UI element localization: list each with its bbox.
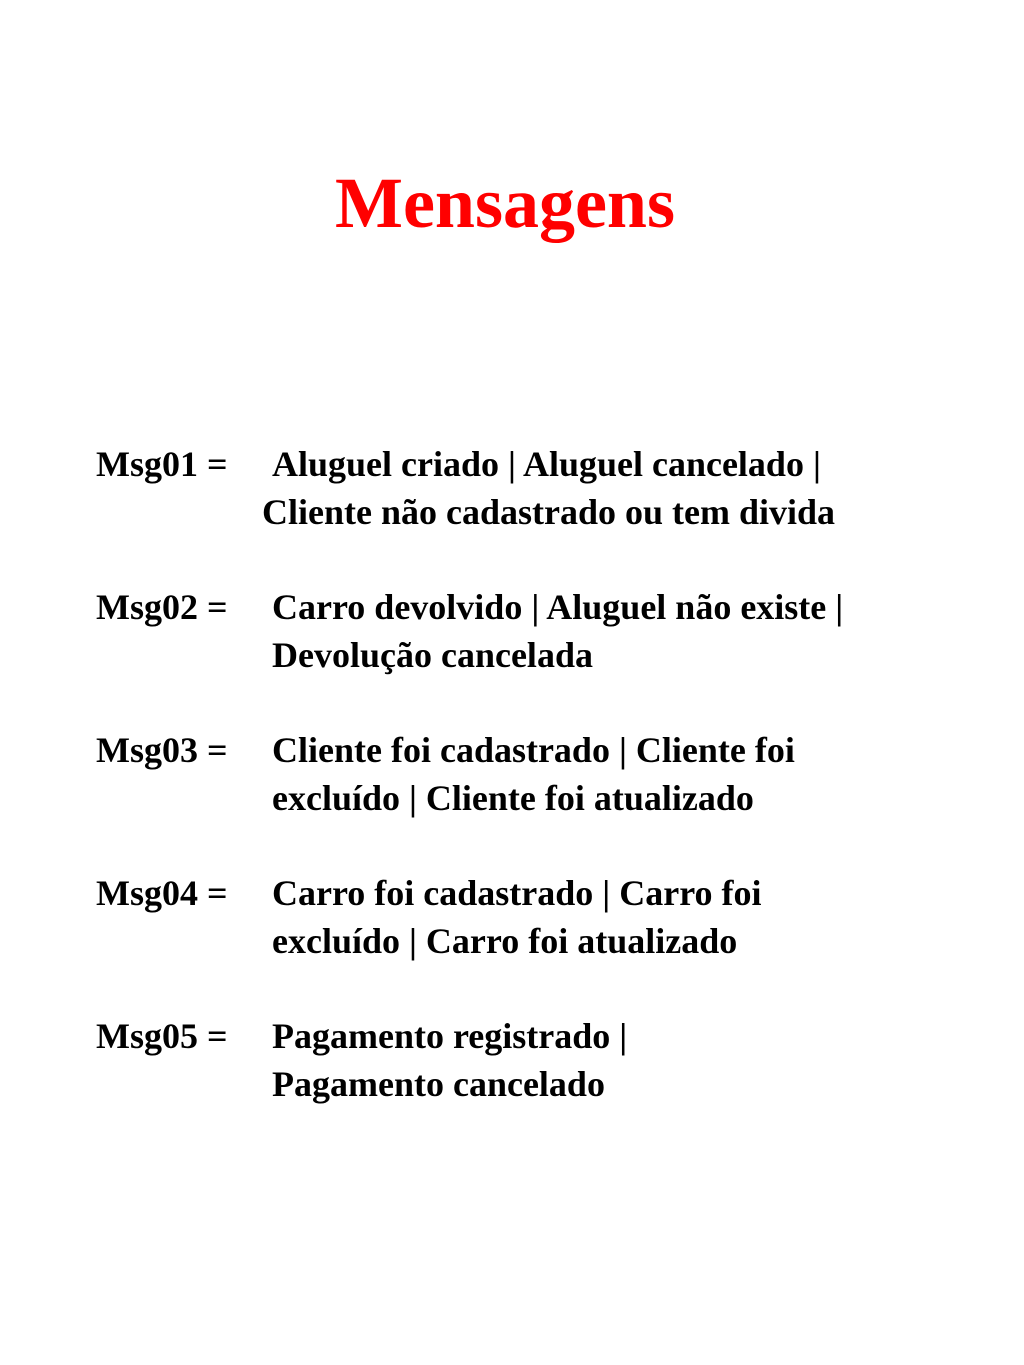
message-item-msg01 (96, 440, 996, 583)
message-item-msg02 (96, 583, 996, 726)
message-text-line-1: Pagamento registrado | (272, 1016, 628, 1056)
message-label: Msg05 = (96, 1016, 228, 1056)
message-text-line-1: Carro devolvido | Aluguel não existe | (272, 587, 844, 627)
message-text-line-2: excluído | Cliente foi atualizado (272, 778, 754, 818)
message-text-line-2: Pagamento cancelado (272, 1064, 605, 1104)
message-text-line-1: Aluguel criado | Aluguel cancelado | (272, 444, 821, 484)
message-text-line-2: Devolução cancelada (272, 635, 593, 675)
message-list (96, 440, 996, 1155)
message-label: Msg01 = (96, 444, 228, 484)
message-text-line-1: Carro foi cadastrado | Carro foi (272, 873, 762, 913)
message-item-msg05 (96, 1012, 996, 1155)
message-label: Msg04 = (96, 873, 228, 913)
message-item-msg04 (96, 869, 996, 1012)
message-text-line-2: Cliente não cadastrado ou tem divida (262, 492, 836, 532)
message-item-msg03 (96, 726, 996, 869)
message-text-line-1: Cliente foi cadastrado | Cliente foi (272, 730, 795, 770)
message-text-line-2: excluído | Carro foi atualizado (272, 921, 738, 961)
message-label: Msg02 = (96, 587, 228, 627)
message-label: Msg03 = (96, 730, 228, 770)
slide-title: Mensagens (335, 163, 675, 243)
